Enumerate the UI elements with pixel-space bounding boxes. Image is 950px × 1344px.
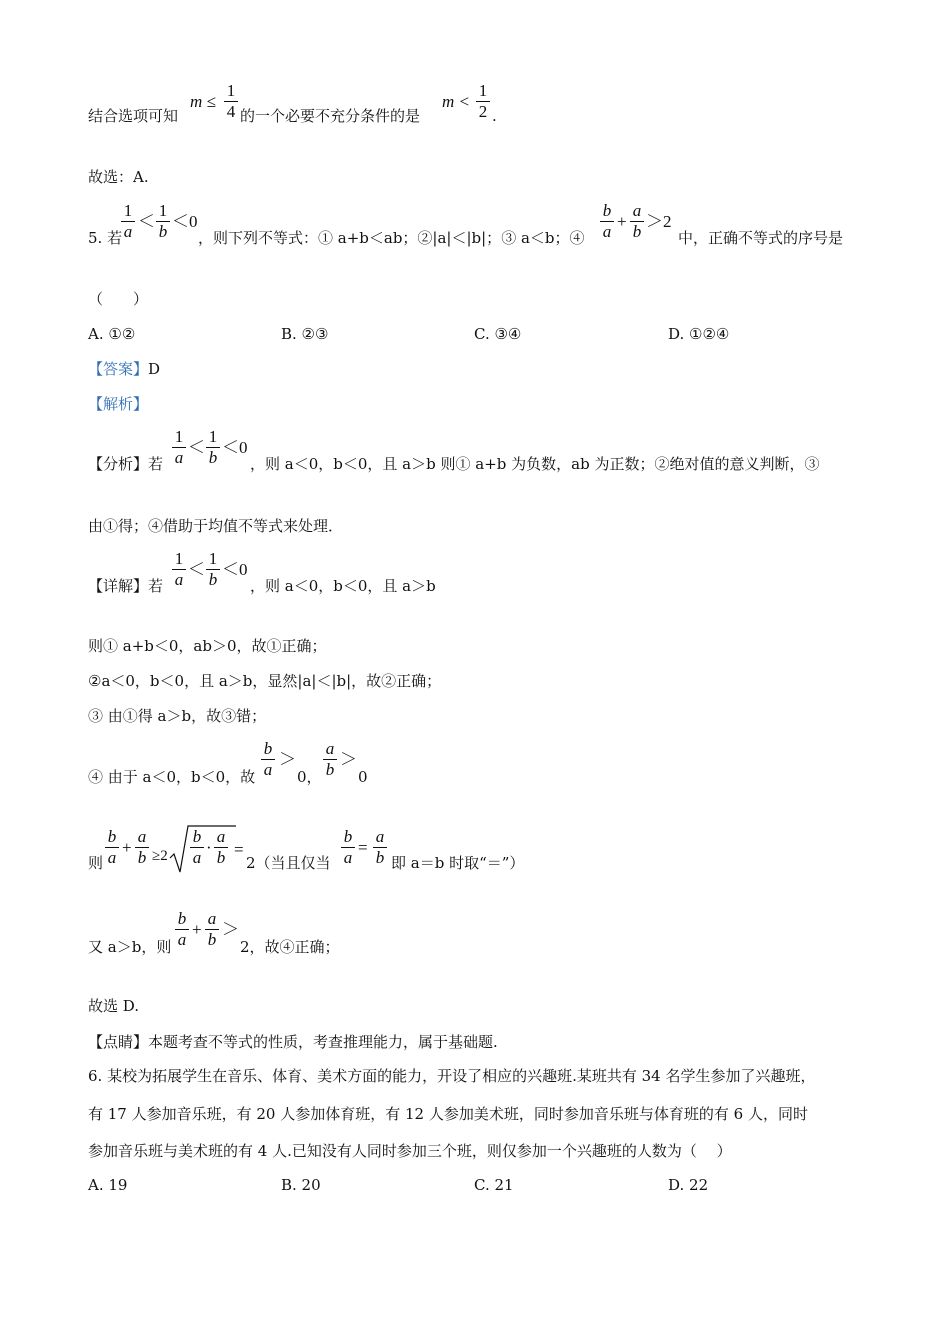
detail-cond-tail: ＜0 (222, 560, 248, 579)
ineq-frac-a-b: a b (135, 828, 149, 867)
ineq-eq-sign: = (358, 838, 368, 857)
fraction-one-quarter: 1 4 (224, 82, 238, 121)
choose-d: 故选 D. (88, 997, 140, 1015)
detail-text: ，则 a＜0，b＜0，且 a＞b (250, 577, 436, 595)
q5-frac-a-b: a b (630, 202, 644, 241)
conclusion-period: . (492, 107, 497, 125)
step4-gt-1: ＞ (279, 750, 296, 769)
q5-frac-1-b: 1 b (156, 202, 170, 241)
step-1: 则① a+b＜0，ab＞0，故①正确； (88, 637, 327, 655)
detail-lt: ＜ (188, 560, 205, 579)
answer-line (88, 359, 160, 379)
step4-zero-comma: 0， (297, 768, 322, 786)
step4-zero: 0 (358, 768, 368, 786)
again-plus: + (192, 920, 202, 939)
analysis-cond-tail: ＜0 (222, 438, 248, 457)
fraction-one-half: 1 2 (476, 82, 490, 121)
ineq-tail: 即 a＝b 时取“＝”） (391, 854, 525, 872)
ineq-eq-frac-b-a: b a (341, 828, 355, 867)
analysis-line2: 由①得；④借助于均值不等式来处理． (88, 517, 344, 535)
q6-option-d: D. 22 (668, 1176, 709, 1194)
step-3: ③ 由①得 a＞b，故③错； (88, 707, 267, 725)
q5-cond-tail: ＜0 (172, 212, 198, 231)
q5-suffix: 中，正确不等式的序号是 (678, 229, 844, 247)
q5-plus: + (617, 212, 627, 231)
conclusion-prefix: 结合选项可知 (88, 107, 179, 125)
q6-option-b: B. 20 (281, 1176, 321, 1194)
q5-option-a: A. ①② (88, 325, 136, 343)
analysis-prefix: 【分析】若 (88, 455, 164, 473)
answer-value: D (148, 360, 161, 378)
ineq-two: 2（当且仅当 (246, 854, 331, 872)
step4-frac-b-a: b a (261, 740, 275, 779)
sqrt-dot: · (206, 838, 212, 857)
choose-a: 故选：A. (88, 168, 149, 186)
ineq-ge2: ≥2 (152, 848, 168, 864)
again-prefix: 又 a＞b，则 (88, 938, 172, 956)
ineq-eq-frac-a-b: a b (373, 828, 387, 867)
again-gt: ＞ (222, 920, 239, 939)
q5-option-c: C. ③④ (474, 325, 522, 343)
ineq-frac-b-a: b a (105, 828, 119, 867)
q5-paren: （ ） (88, 290, 149, 308)
q5-gt2: ＞2 (646, 212, 672, 231)
again-tail: 2，故④正确； (240, 938, 340, 956)
again-frac-b-a: b a (175, 910, 189, 949)
m-lt: m < (442, 92, 470, 111)
analysis-tag: 【解析】 (88, 395, 149, 413)
q5-frac-1-a: 1 a (121, 202, 135, 241)
detail-prefix: 【详解】若 (88, 577, 164, 595)
ineq-prefix: 则 (88, 854, 104, 872)
step-2: ②a＜0，b＜0，且 a＞b，显然|a|＜|b|，故②正确； (88, 672, 442, 690)
q6-option-a: A. 19 (88, 1176, 128, 1194)
analysis-text: ，则 a＜0，b＜0，且 a＞b 则① a+b 为负数，ab 为正数；②绝对值的意义判断，③ (250, 455, 820, 473)
q6-option-c: C. 21 (474, 1176, 514, 1194)
detail-frac-1-a: 1 a (172, 550, 186, 589)
conclusion-middle: 的一个必要不充分条件的是 (240, 107, 421, 125)
step4-frac-a-b: a b (323, 740, 337, 779)
step-4-prefix: ④ 由于 a＜0，b＜0，故 (88, 768, 256, 786)
q5-option-b: B. ②③ (281, 325, 329, 343)
q5-frac-b-a: b a (600, 202, 614, 241)
q6-line-3: 参加音乐班与美术班的有 4 人.已知没有人同时参加三个班，则仅参加一个兴趣班的人数为（ ） (88, 1142, 732, 1160)
analysis-frac-1-b: 1 b (206, 428, 220, 467)
analysis-lt: ＜ (188, 438, 205, 457)
q5-lt: ＜ (138, 212, 155, 231)
sqrt-frac-b-a: b a (190, 828, 204, 867)
q5-mid: ，则下列不等式：① a+b＜ab；②|a|＜|b|；③ a＜b；④ (198, 229, 585, 247)
q5-option-d: D. ①②④ (668, 325, 730, 343)
sqrt-frac-a-b: a b (214, 828, 228, 867)
detail-frac-1-b: 1 b (206, 550, 220, 589)
m-le: m ≤ (190, 92, 216, 111)
analysis-frac-1-a: 1 a (172, 428, 186, 467)
q5-prefix: 5. 若 (88, 229, 123, 247)
again-frac-a-b: a b (205, 910, 219, 949)
q6-line-1: 6. 某校为拓展学生在音乐、体育、美术方面的能力，开设了相应的兴趣班.某班共有 34 名学生参加了兴趣班， (88, 1067, 816, 1085)
step4-gt-2: ＞ (340, 750, 357, 769)
ineq-plus: + (122, 838, 132, 857)
comment: 【点睛】本题考查不等式的性质，考查推理能力，属于基础题. (88, 1033, 498, 1051)
q6-line-2: 有 17 人参加音乐班，有 20 人参加体育班，有 12 人参加美术班，同时参加音乐班与体育班的有 6 人，同时 (88, 1105, 808, 1123)
ineq-eq: = (234, 840, 244, 859)
answer-tag: 【答案】 (88, 360, 149, 378)
